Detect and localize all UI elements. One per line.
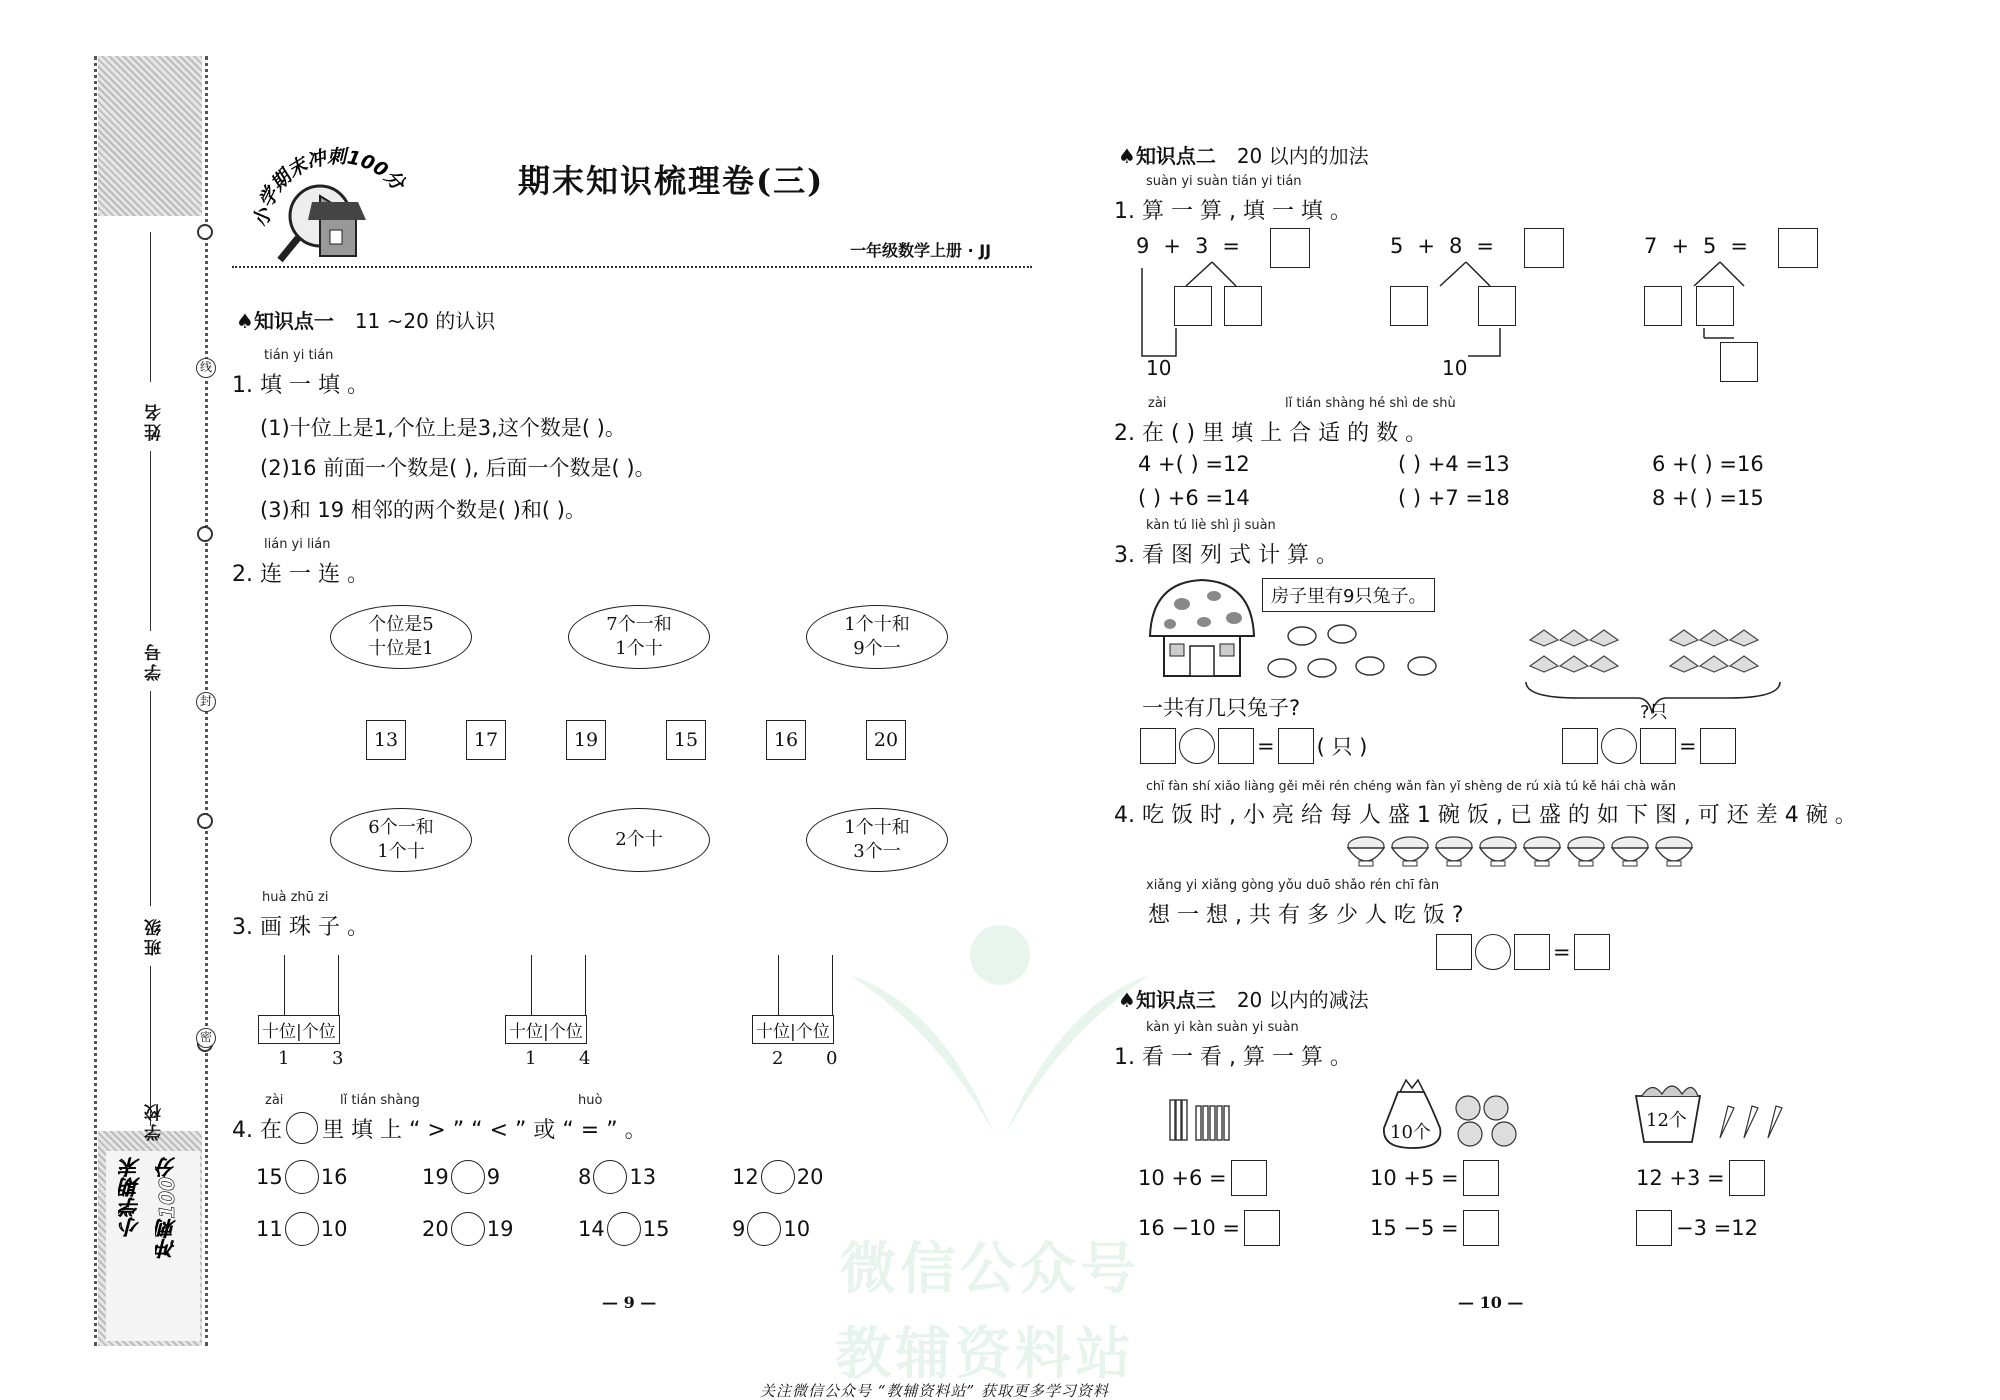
fill-blank-eq[interactable]: 4 +( ) =12 — [1138, 452, 1250, 476]
strip-brand-line1: 小学期末 — [119, 1157, 143, 1237]
binding-hole — [197, 224, 213, 240]
section-1-header — [236, 305, 495, 334]
class-write-line[interactable] — [150, 691, 151, 906]
q4-title-a: 4. 在 — [232, 1117, 282, 1143]
q1-title: 1. 填 一 填 。 — [232, 373, 369, 398]
r-q4-pinyin: chī fàn shí xiǎo liàng gěi měi rén chéng wǎn fàn yǐ shèng de rú xià tú kě hái chà wǎn — [1146, 778, 1677, 793]
section-2-header — [1118, 140, 1369, 169]
r-q4-title2: 想 一 想 , 共 有 多 少 人 吃 饭 ? — [1148, 903, 1464, 928]
q4-title — [232, 1112, 647, 1144]
abacus-label: 十位|个位 — [752, 1015, 834, 1044]
r-q3-pinyin: kàn tú liè shì jì suàn — [1146, 518, 1276, 533]
binding-strip — [92, 56, 212, 1346]
oval-line: 个位是5 — [368, 614, 434, 635]
match-number-box[interactable]: 16 — [766, 720, 806, 760]
strip-brand-line2: 冲刺100分 — [155, 1157, 179, 1259]
rice-bowl-icon — [1610, 834, 1650, 868]
operator: + — [1163, 234, 1181, 258]
answer-box[interactable] — [1463, 1160, 1499, 1196]
sub-equation[interactable] — [1138, 1210, 1280, 1246]
compare-circle-icon — [286, 1112, 318, 1144]
split-exercise-1[interactable] — [1136, 228, 1336, 388]
operator-circle[interactable] — [1601, 728, 1637, 764]
match-number-box[interactable]: 13 — [366, 720, 406, 760]
abacus-tens-digit: 1 — [525, 1048, 537, 1069]
addend-b: 8 — [1448, 234, 1463, 258]
addend-a: 9 — [1136, 234, 1150, 258]
rice-bowl-icon — [1346, 834, 1386, 868]
compare-circle[interactable] — [747, 1212, 781, 1246]
compare-item[interactable] — [578, 1160, 656, 1194]
oval-line: 1个十 — [377, 841, 425, 862]
sub-equation[interactable] — [1636, 1160, 1765, 1196]
equation-text: −3 =12 — [1676, 1216, 1758, 1240]
section-1-label: 知识点一 — [253, 309, 334, 333]
equals: = — [1679, 734, 1697, 758]
compare-left: 20 — [422, 1217, 449, 1241]
compare-right: 19 — [486, 1217, 514, 1241]
r-q2-title: 2. 在 ( ) 里 填 上 合 适 的 数 。 — [1114, 421, 1428, 446]
match-oval-top-2[interactable] — [568, 605, 710, 669]
bag-and-cabbages — [1378, 1078, 1538, 1150]
q1-line-2[interactable]: (2)16 前面一个数是( ), 后面一个数是( )。 — [260, 456, 656, 480]
seal-mark: 密 — [196, 1028, 216, 1048]
sub-equation[interactable] — [1138, 1160, 1267, 1196]
binding-hole — [197, 813, 213, 829]
grade-label: 一年级数学上册 · JJ — [850, 241, 992, 260]
bag-label: 10个 — [1390, 1122, 1431, 1143]
abacus-rod-tens — [284, 955, 285, 1015]
compare-circle[interactable] — [607, 1212, 641, 1246]
rabbits-icon — [1262, 618, 1452, 688]
r-q3-title: 3. 看 图 列 式 计 算 。 — [1114, 543, 1338, 568]
watermark-logo-icon — [820, 915, 1180, 1155]
match-oval-top-3[interactable] — [806, 605, 948, 669]
compare-right: 15 — [642, 1217, 670, 1241]
abacus-2[interactable] — [505, 955, 625, 1075]
page-number-right: — 10 — — [1458, 1293, 1524, 1312]
match-oval-bottom-3[interactable] — [806, 808, 948, 872]
rice-bowls — [1346, 834, 1694, 868]
rice-bowl-icon — [1522, 834, 1562, 868]
ten-label: 10 — [1442, 356, 1468, 380]
section-3-topic: 20 以内的减法 — [1236, 988, 1369, 1012]
r-q1-pinyin: suàn yi suàn tián yi tián — [1146, 174, 1302, 189]
compare-left: 12 — [732, 1165, 759, 1189]
compare-left: 11 — [256, 1217, 283, 1241]
compare-right: 16 — [320, 1165, 348, 1189]
brace-label: ?只 — [1640, 702, 1668, 723]
answer-box[interactable] — [1436, 934, 1472, 970]
oval-line: 6个一和 — [368, 817, 434, 838]
watermark-text-1: 微信公众号 — [840, 1237, 1140, 1302]
oval-line: 1个十和 — [844, 614, 910, 635]
unit-label: ( 只 ) — [1316, 735, 1368, 759]
section-3-label: 知识点三 — [1135, 988, 1216, 1012]
oval-line: 7个一和 — [606, 614, 672, 635]
r-q4-title: 4. 吃 饭 时 , 小 亮 给 每 人 盛 1 碗 饭 , 已 盛 的 如 下 图 , 可 还 差 4 碗 。 — [1114, 803, 1857, 828]
match-number-box[interactable]: 17 — [466, 720, 506, 760]
r-q5-title: 1. 看 一 看 , 算 一 算 。 — [1114, 1045, 1352, 1070]
name-label: 姓名 — [145, 401, 165, 441]
answer-box[interactable] — [1729, 1160, 1765, 1196]
match-number-box[interactable]: 15 — [666, 720, 706, 760]
abacus-3[interactable] — [752, 955, 872, 1075]
operator: + — [1417, 234, 1435, 258]
compare-item[interactable] — [732, 1212, 810, 1246]
compare-right: 13 — [629, 1165, 657, 1189]
page-title: 期末知识梳理卷(三) — [518, 162, 825, 200]
speech-bubble: 房子里有9只兔子。 — [1262, 578, 1435, 612]
name-write-line[interactable] — [150, 232, 151, 382]
class-label: 班级 — [145, 916, 165, 956]
q3-pinyin: huà zhū zi — [262, 890, 329, 905]
addend-a: 5 — [1390, 234, 1404, 258]
answer-box[interactable] — [1514, 934, 1550, 970]
abacus-rod-tens — [778, 955, 779, 1015]
school-label: 学校 — [145, 1101, 165, 1141]
addend-b: 5 — [1702, 234, 1717, 258]
equals: = — [1730, 234, 1748, 258]
equation-text: 16 −10 = — [1138, 1216, 1240, 1240]
section-2-label: 知识点二 — [1135, 144, 1216, 168]
compare-circle[interactable] — [761, 1160, 795, 1194]
fill-blank-eq[interactable]: ( ) +6 =14 — [1138, 486, 1250, 510]
logo-arc-text: 小学期末冲刺100分 — [250, 145, 409, 229]
abacus-tens-digit: 2 — [772, 1048, 784, 1069]
equals: = — [1553, 940, 1571, 964]
abacus-tens-digit: 1 — [278, 1048, 290, 1069]
compare-right: 10 — [783, 1217, 811, 1241]
strip-hatch-top — [98, 56, 202, 216]
q2-title: 2. 连 一 连 。 — [232, 562, 369, 587]
compare-circle[interactable] — [451, 1212, 485, 1246]
equals: = — [1222, 234, 1240, 258]
r-q2-pinyin-b: lǐ tián shàng hé shì de shù — [1285, 396, 1456, 411]
split-box[interactable] — [1478, 286, 1516, 326]
equation-text: 10 +6 = — [1138, 1166, 1227, 1190]
abacus-1[interactable] — [258, 955, 378, 1075]
fill-blank-eq[interactable]: ( ) +7 =18 — [1398, 486, 1510, 510]
spade-icon: ♠ — [236, 309, 254, 333]
compare-circle[interactable] — [451, 1160, 485, 1194]
match-number-box[interactable]: 19 — [566, 720, 606, 760]
compare-item[interactable] — [256, 1160, 347, 1194]
watermark-text-2: 教辅资料站 — [835, 1322, 1135, 1387]
oval-line: 十位是1 — [368, 638, 434, 659]
basket-label: 12个 — [1646, 1110, 1687, 1131]
equation-text: 15 −5 = — [1370, 1216, 1459, 1240]
addend-b: 3 — [1194, 234, 1209, 258]
rabbit-question: 一共有几只兔子? — [1142, 696, 1301, 720]
abacus-rod-tens — [531, 955, 532, 1015]
rice-bowl-icon — [1654, 834, 1694, 868]
equals: = — [1476, 234, 1494, 258]
abacus-label: 十位|个位 — [505, 1015, 587, 1044]
abacus-rod-ones — [832, 955, 833, 1015]
answer-box[interactable] — [1218, 728, 1254, 764]
q4-pinyin-c: huò — [578, 1093, 603, 1108]
binding-hole — [197, 526, 213, 542]
sub-equation[interactable] — [1370, 1160, 1499, 1196]
compare-item[interactable] — [422, 1160, 500, 1194]
basket-and-carrots — [1632, 1076, 1792, 1148]
rice-bowl-icon — [1566, 834, 1606, 868]
split-box[interactable] — [1644, 286, 1682, 326]
q1-line-3[interactable]: (3)和 19 相邻的两个数是( )和( )。 — [260, 498, 586, 522]
answer-box[interactable] — [1140, 728, 1176, 764]
strip-brand — [106, 1151, 200, 1341]
spade-icon: ♠ — [1118, 988, 1136, 1012]
compare-left: 8 — [578, 1165, 592, 1189]
strip-dotted-line-outer — [94, 56, 97, 1346]
section-3-header — [1118, 984, 1369, 1013]
answer-box[interactable] — [1700, 728, 1736, 764]
r-q5-pinyin: kàn yi kàn suàn yi suàn — [1146, 1020, 1299, 1035]
rice-bowl-icon — [1434, 834, 1474, 868]
q3-title: 3. 画 珠 子 。 — [232, 915, 369, 940]
split-box[interactable] — [1174, 286, 1212, 326]
rice-bowl-icon — [1390, 834, 1430, 868]
bird-equation[interactable] — [1562, 728, 1736, 764]
abacus-ones-digit: 0 — [826, 1048, 838, 1069]
sub-equation[interactable] — [1636, 1210, 1758, 1246]
r-q4-pinyin2: xiǎng yi xiǎng gòng yǒu duō shǎo rén chī fàn — [1146, 878, 1440, 893]
compare-left: 19 — [422, 1165, 449, 1189]
fill-blank-eq[interactable]: 8 +( ) =15 — [1652, 486, 1764, 510]
q4-pinyin-b: lǐ tián shàng — [340, 1093, 420, 1108]
abacus-label: 十位|个位 — [258, 1015, 340, 1044]
split-box[interactable] — [1224, 286, 1262, 326]
ten-label: 10 — [1146, 356, 1172, 380]
footer-note: 关注微信公众号 “教辅资料站” 获取更多学习资料 — [760, 1382, 1109, 1400]
answer-box[interactable] — [1640, 728, 1676, 764]
oval-line: 1个十 — [615, 638, 663, 659]
abacus-ones-digit: 3 — [332, 1048, 344, 1069]
q1-line-1[interactable]: (1)十位上是1,个位上是3,这个数是( )。 — [260, 416, 626, 440]
split-box[interactable] — [1390, 286, 1428, 326]
abacus-rod-ones — [338, 955, 339, 1015]
split-exercise-2[interactable] — [1390, 228, 1590, 388]
equation-text: 12 +3 = — [1636, 1166, 1725, 1190]
q4-pinyin-a: zài — [265, 1093, 284, 1108]
match-oval-top-1[interactable] — [330, 605, 472, 669]
q2-pinyin: lián yi lián — [264, 537, 331, 552]
sticks-bundle-icon — [1166, 1096, 1236, 1146]
answer-box[interactable] — [1574, 934, 1610, 970]
compare-item[interactable] — [732, 1160, 823, 1194]
compare-circle[interactable] — [593, 1160, 627, 1194]
sub-equation[interactable] — [1370, 1210, 1499, 1246]
rice-equation[interactable] — [1436, 934, 1610, 970]
split-exercise-3[interactable] — [1644, 228, 1844, 388]
r-q1-title: 1. 算 一 算 , 填 一 填 。 — [1114, 199, 1352, 224]
abacus-ones-digit: 4 — [579, 1048, 591, 1069]
q1-pinyin: tián yi tián — [264, 348, 334, 363]
equals: = — [1257, 734, 1275, 758]
compare-left: 9 — [732, 1217, 746, 1241]
compare-right: 20 — [796, 1165, 824, 1189]
series-logo — [248, 138, 418, 268]
compare-left: 15 — [256, 1165, 283, 1189]
operator-circle[interactable] — [1475, 934, 1511, 970]
house-magnifier-icon — [248, 138, 418, 268]
fill-blank-eq[interactable]: 6 +( ) =16 — [1652, 452, 1764, 476]
seal-mark: 线 — [196, 358, 216, 378]
operator: + — [1671, 234, 1689, 258]
spade-icon: ♠ — [1118, 144, 1136, 168]
oval-line: 3个一 — [853, 841, 901, 862]
split-box[interactable] — [1696, 286, 1734, 326]
compare-right: 9 — [486, 1165, 501, 1189]
answer-box[interactable] — [1562, 728, 1598, 764]
student-id-label: 学号 — [145, 641, 165, 681]
compare-circle[interactable] — [285, 1160, 319, 1194]
compare-left: 14 — [578, 1217, 605, 1241]
page-number-left: — 9 — — [602, 1293, 657, 1312]
section-2-topic: 20 以内的加法 — [1236, 144, 1369, 168]
answer-box[interactable] — [1636, 1210, 1672, 1246]
oval-line: 9个一 — [853, 638, 901, 659]
split-box[interactable] — [1720, 342, 1758, 382]
q4-title-b: 里 填 上 “ > ” “ < ” 或 “ = ” 。 — [321, 1117, 647, 1143]
match-number-box[interactable]: 20 — [866, 720, 906, 760]
oval-line: 1个十和 — [844, 817, 910, 838]
addend-a: 7 — [1644, 234, 1658, 258]
rice-bowl-icon — [1478, 834, 1518, 868]
header-rule — [232, 266, 1032, 268]
student-id-write-line[interactable] — [150, 451, 151, 631]
mushroom-house-icon — [1142, 574, 1262, 684]
rabbit-equation[interactable] — [1140, 728, 1367, 764]
match-oval-bottom-1[interactable] — [330, 808, 472, 872]
compare-item[interactable] — [422, 1212, 513, 1246]
answer-box[interactable] — [1231, 1160, 1267, 1196]
answer-box[interactable] — [1244, 1210, 1280, 1246]
answer-box[interactable] — [1278, 728, 1314, 764]
abacus-rod-ones — [585, 955, 586, 1015]
compare-item[interactable] — [256, 1212, 347, 1246]
fill-blank-eq[interactable]: ( ) +4 =13 — [1398, 452, 1510, 476]
compare-circle[interactable] — [285, 1212, 319, 1246]
operator-circle[interactable] — [1179, 728, 1215, 764]
equation-text: 10 +5 = — [1370, 1166, 1459, 1190]
compare-right: 10 — [320, 1217, 348, 1241]
seal-mark: 封 — [196, 692, 216, 712]
oval-line: 2个十 — [615, 829, 663, 850]
compare-item[interactable] — [578, 1212, 669, 1246]
section-1-topic: 11 ~20 的认识 — [354, 309, 496, 333]
answer-box[interactable] — [1463, 1210, 1499, 1246]
match-oval-bottom-2[interactable] — [568, 808, 710, 872]
r-q2-pinyin-a: zài — [1148, 396, 1167, 411]
